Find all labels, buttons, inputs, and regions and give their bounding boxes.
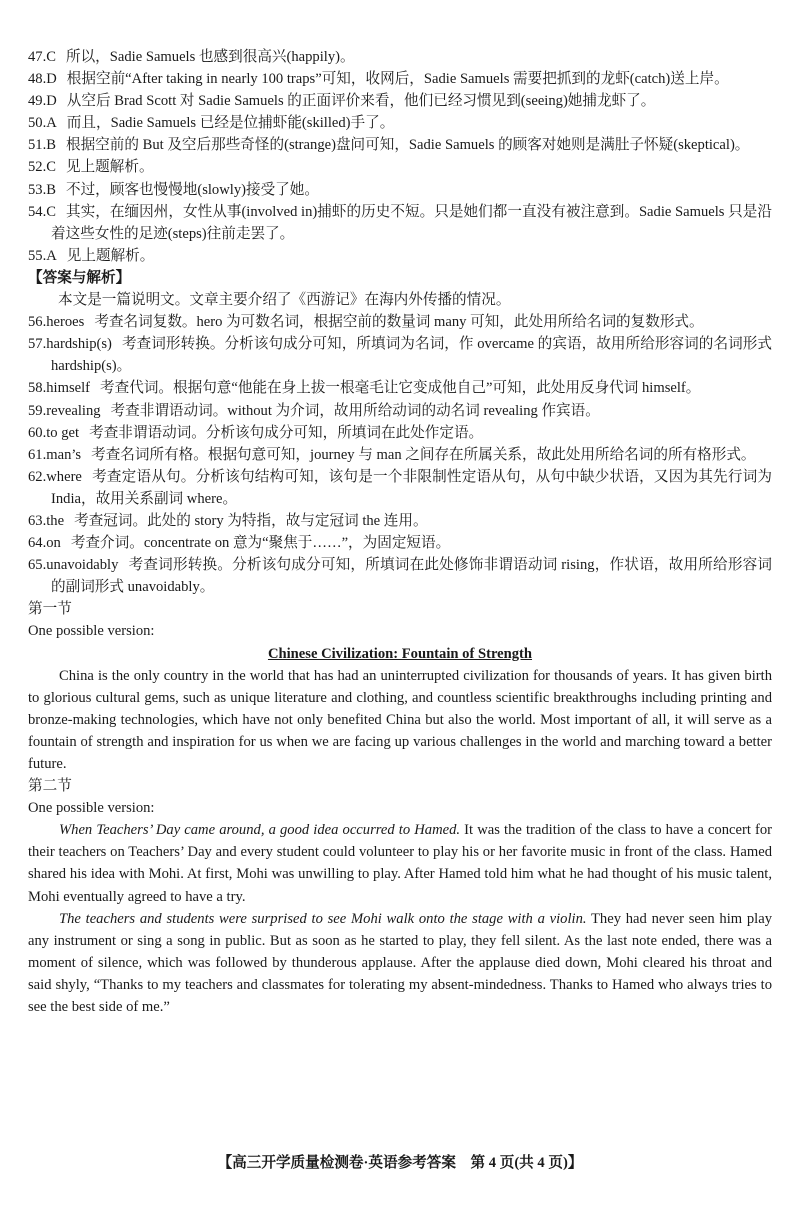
answer-item <box>28 532 772 554</box>
item-answer: C <box>46 159 56 176</box>
item-explanation: 考查词形转换。分析该句成分可知，所填词为名词，作 overcame 的宾语，故用所给形容词的名词形式 hardship(s)。 <box>51 336 772 375</box>
answer-page <box>28 46 772 1018</box>
item-answer: hardship(s) <box>46 336 112 353</box>
answer-item <box>28 245 772 267</box>
answer-item <box>28 156 772 178</box>
item-number: 57. <box>28 336 47 353</box>
story-paragraph-1 <box>28 819 772 907</box>
paragraph-body: They had never seen him play any instrument or sing a song in public. But as soon as he started to play, they fell silent. As the last note ended, there was a moment of silence, which was followed by thunderous applause. After the applause died down, Mohi cleared his throat and said shyly, “Thanks to my teachers and classmates for tolerating my absent-mindedness. Thanks to Hamed who always tries to see the best side of me.” <box>28 910 772 1016</box>
item-explanation: 考查名词所有格。根据句意可知，journey 与 man 之间存在所属关系，故此处用所给名词的所有格形式。 <box>91 446 756 463</box>
item-number: 48. <box>28 71 47 88</box>
answer-item <box>28 68 772 90</box>
story-paragraph-2 <box>28 908 772 1018</box>
answer-item <box>28 46 772 68</box>
item-number: 47. <box>28 49 47 65</box>
item-explanation: 考查词形转换。分析该句成分可知，所填词在此处修饰非谓语动词 rising，作状语，故用所给形容词的副词形式 unavoidably。 <box>51 557 772 596</box>
answer-item <box>28 134 772 156</box>
item-explanation: 考查介词。concentrate on 意为“聚焦于……”，为固定短语。 <box>70 535 451 552</box>
item-explanation: 见上题解析。 <box>65 159 154 176</box>
answer-item <box>28 201 772 245</box>
page-footer: 【高三开学质量检测卷·英语参考答案 第 4 页(共 4 页)】 <box>217 1155 583 1171</box>
item-explanation: 所以，Sadie Samuels 也感到很高兴(happily)。 <box>65 49 355 65</box>
item-answer: B <box>46 137 56 154</box>
item-explanation: 考查非谓语动词。without 为介词，故用所给动词的动名词 revealing 作宾语。 <box>110 402 600 419</box>
item-number: 52. <box>28 159 47 176</box>
item-answer: on <box>46 535 61 552</box>
section2-heading: 第二节 <box>28 778 72 795</box>
item-answer: revealing <box>46 402 101 419</box>
essay-title: Chinese Civilization: Fountain of Strength <box>267 645 533 662</box>
answer-item <box>28 377 772 399</box>
item-explanation: 考查定语从句。分析该句结构可知，该句是一个非限制性定语从句，从句中缺少状语，又因为其先行词为 India，故用关系副词 where。 <box>51 468 772 507</box>
answer-item <box>28 554 772 598</box>
item-number: 53. <box>28 181 47 198</box>
item-answer: where <box>46 468 82 485</box>
analysis-intro: 本文是一篇说明文。文章主要介绍了《西游记》在海内外传播的情况。 <box>58 292 511 309</box>
paragraph-body: It was the tradition of the class to have a concert for their teachers on Teachers’ Day and every student could volunteer to play his or her favorite music in front of the class. Hamed shared his idea with Mohi. At first, Mohi was unwilling to play. After Hamed told him what he had thought of his music talent, Mohi eventually agreed to have a try. <box>28 822 773 905</box>
item-answer: heroes <box>46 314 85 331</box>
answer-item <box>28 444 772 466</box>
item-explanation: 见上题解析。 <box>66 247 155 264</box>
item-number: 63. <box>28 512 47 529</box>
item-number: 55. <box>28 247 47 264</box>
essay-paragraph: China is the only country in the world that has had an uninterrupted civilization for thousands of years. It has given birth to glorious cultural gems, such as unique literature and clothing, and countless scientific breakthroughs including printing and bronze-making technologies, which have not only benefited China but also the world. Most important of all, it will serve as a fountain of strength and inspiration for us when we are facing up various challenges in the world and marching toward a better future. <box>28 667 772 772</box>
item-explanation: 根据空前的 But 及空后那些奇怪的(strange)盘问可知，Sadie Samuels 的顾客对她则是满肚子怀疑(skeptical)。 <box>65 137 750 154</box>
item-explanation: 考查名词复数。hero 为可数名词，根据空前的数量词 many 可知，此处用所给名词的复数形式。 <box>94 314 704 331</box>
item-number: 50. <box>28 115 47 132</box>
answer-item <box>28 466 772 510</box>
paragraph-lead: When Teachers’ Day came around, a good idea occurred to Hamed. <box>59 822 461 839</box>
item-number: 61. <box>28 446 47 463</box>
section1-label: One possible version: <box>28 623 155 640</box>
item-answer: A <box>46 247 57 264</box>
part2-answers <box>28 311 772 598</box>
answer-item <box>28 179 772 201</box>
section2-label: One possible version: <box>28 800 155 817</box>
answer-item <box>28 510 772 532</box>
item-number: 54. <box>28 203 47 220</box>
item-number: 49. <box>28 93 47 110</box>
item-answer: man’s <box>46 446 82 463</box>
item-number: 62. <box>28 468 47 485</box>
answer-item <box>28 400 772 422</box>
item-explanation: 根据空前“After taking in nearly 100 traps”可知，收网后，Sadie Samuels 需要把抓到的龙虾(catch)送上岸。 <box>66 71 729 88</box>
item-number: 59. <box>28 402 47 419</box>
answer-item <box>28 311 772 333</box>
item-explanation: 从空后 Brad Scott 对 Sadie Samuels 的正面评价来看，他们已经习惯见到(seeing)她捕龙虾了。 <box>66 93 656 110</box>
section1-heading: 第一节 <box>28 601 72 618</box>
item-answer: himself <box>46 380 91 397</box>
item-answer: A <box>46 115 57 132</box>
item-answer: D <box>46 93 57 110</box>
item-explanation: 而且，Sadie Samuels 已经是位捕虾能(skilled)手了。 <box>66 115 395 132</box>
item-answer: to get <box>46 424 80 441</box>
item-answer: C <box>46 49 56 65</box>
part1-answers <box>28 46 772 267</box>
item-number: 65. <box>28 557 47 574</box>
item-number: 60. <box>28 424 47 441</box>
item-explanation: 其实，在缅因州，女性从事(involved in)捕虾的历史不短。只是她们都一直没有被注意到。Sadie Samuels 只是沿着这些女性的足迹(steps)往前走罢了。 <box>51 203 772 242</box>
item-explanation: 不过，顾客也慢慢地(slowly)接受了她。 <box>65 181 319 198</box>
item-answer: unavoidably <box>46 557 119 574</box>
answer-item <box>28 90 772 112</box>
answer-item <box>28 333 772 377</box>
item-explanation: 考查非谓语动词。分析该句成分可知，所填词在此处作定语。 <box>89 424 484 441</box>
item-number: 64. <box>28 535 47 552</box>
analysis-heading: 【答案与解析】 <box>28 269 131 286</box>
answer-item <box>28 112 772 134</box>
item-number: 56. <box>28 314 47 331</box>
item-answer: the <box>46 512 65 529</box>
item-answer: D <box>46 71 57 88</box>
item-number: 58. <box>28 380 47 397</box>
item-explanation: 考查代词。根据句意“他能在身上拔一根毫毛让它变成他自己”可知，此处用反身代词 himself。 <box>100 380 701 397</box>
answer-item <box>28 422 772 444</box>
item-answer: B <box>46 181 56 198</box>
item-answer: C <box>46 203 56 220</box>
paragraph-lead: The teachers and students were surprised to see Mohi walk onto the stage with a violin. <box>59 910 587 927</box>
item-explanation: 考查冠词。此处的 story 为特指，故与定冠词 the 连用。 <box>74 512 428 529</box>
item-number: 51. <box>28 137 47 154</box>
